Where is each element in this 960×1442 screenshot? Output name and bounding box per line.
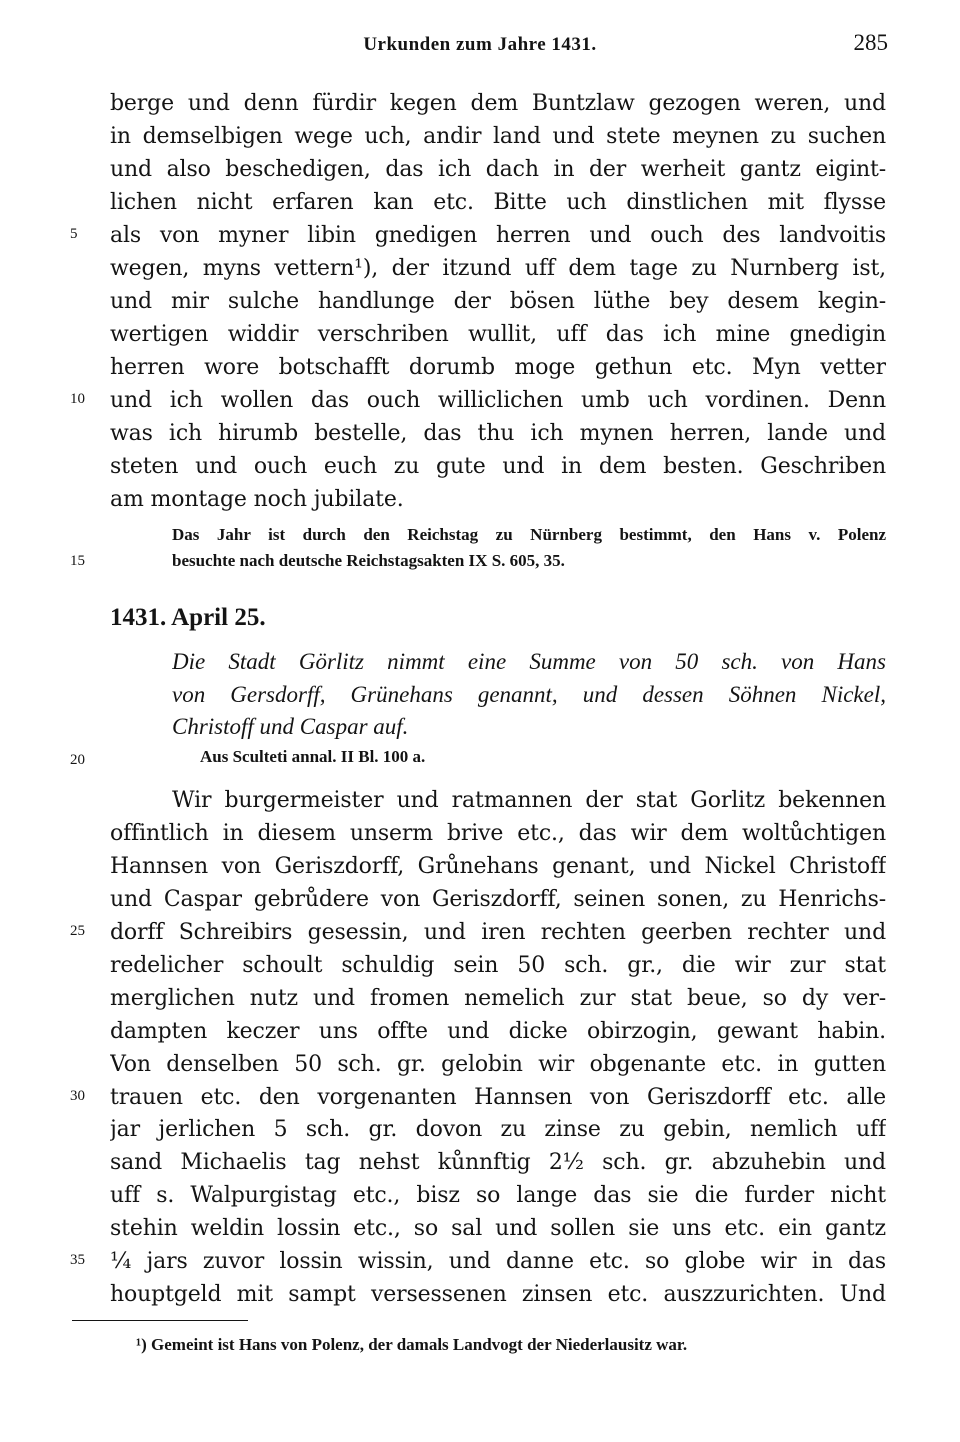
letter-line: und mir sulche handlunge der bösen lüthe bey desem kegin- xyxy=(110,289,886,314)
page-number: 285 xyxy=(853,30,888,55)
letter-line: wegen, myns vettern¹), der itzund uff dem tage zu Nurnberg ist, xyxy=(110,256,886,281)
charter-line: ¼ jars zuvor lossin wissin, und danne etc. so globe wir in das xyxy=(110,1249,886,1274)
charter-line: jar jerlichen 5 sch. gr. dovon zu zinse zu gebin, nemlich uff xyxy=(110,1117,886,1142)
charter-line: merglichen nutz und fromen nemelich zur stat beue, so dy ver- xyxy=(110,986,886,1011)
charter-line: redelicher schoult schuldig sein 50 sch. gr., die wir zur stat xyxy=(110,953,886,978)
entry-summary-line: Christoff und Caspar auf. xyxy=(172,714,409,739)
running-head: Urkunden zum Jahre 1431. xyxy=(363,34,597,55)
charter-line: offintlich in diesem unserm brive etc., das wir dem woltůchtigen xyxy=(110,821,886,846)
charter-line: dorff Schreibirs gesessin, und iren rechten geerben rechter und xyxy=(110,920,886,945)
letter-line: lichen nicht erfaren kan etc. Bitte uch dinstlichen mit flysse xyxy=(110,190,886,215)
charter-line: Hannsen von Geriszdorff, Grůnehans genant, und Nickel Christoff xyxy=(110,854,886,879)
page-header xyxy=(0,30,960,70)
line-number: 20 xyxy=(70,752,85,768)
line-number: 30 xyxy=(70,1088,85,1104)
charter-line: houptgeld mit sampt versessenen zinsen etc. auszzurichten. Und xyxy=(110,1282,886,1307)
letter-line: steten und ouch euch zu gute und in dem besten. Geschriben xyxy=(110,454,886,479)
line-number: 15 xyxy=(70,553,85,569)
letter-line: als von myner libin gnedigen herren und ouch des landvoitis xyxy=(110,223,886,248)
charter-line: und Caspar gebrůdere von Geriszdorff, seinen sonen, zu Henrichs- xyxy=(110,887,886,912)
letter-line: herren wore botschafft dorumb moge gethun etc. Myn vetter xyxy=(110,355,886,380)
line-number: 25 xyxy=(70,923,85,939)
letter-line: was ich hirumb bestelle, das thu ich mynen herren, lande und xyxy=(110,421,886,446)
entry-source: Aus Sculteti annal. II Bl. 100 a. xyxy=(200,747,426,766)
charter-line: trauen etc. den vorgenanten Hannsen von Geriszdorff etc. alle xyxy=(110,1085,886,1110)
charter-line: uff s. Walpurgistag etc., bisz so lange das sie die furder nicht xyxy=(110,1183,886,1208)
letter-line: wertigen widdir verschriben wullit, uff das ich mine gnedigin xyxy=(110,322,886,347)
line-number: 5 xyxy=(70,226,78,242)
entry-summary-line: von Gersdorff, Grünehans genannt, und dessen Söhnen Nickel, xyxy=(172,682,886,707)
charter-line: sand Michaelis tag nehst kůnnftig 2½ sch. gr. abzuhebin und xyxy=(110,1150,886,1175)
charter-line: stehin weldin lossin etc., so sal und sollen sie uns etc. ein gantz xyxy=(110,1216,886,1241)
letter-line: in demselbigen wege uch, andir land und stete meynen zu suchen xyxy=(110,124,886,149)
letter-line: und also beschedigen, das ich dach in der werheit gantz eigint- xyxy=(110,157,886,182)
letter-line: am montage noch jubilate. xyxy=(110,487,404,512)
entry-summary-line: Die Stadt Görlitz nimmt eine Summe von 50 sch. von Hans xyxy=(172,649,886,674)
editor-note-line: besuchte nach deutsche Reichstagsakten IX S. 605, 35. xyxy=(172,551,565,570)
letter-line: berge und denn fürdir kegen dem Buntzlaw gezogen weren, und xyxy=(110,91,886,116)
line-number: 35 xyxy=(70,1252,85,1268)
editor-note-line: Das Jahr ist durch den Reichstag zu Nürnberg bestimmt, den Hans v. Polenz xyxy=(172,525,886,544)
letter-line: und ich wollen das ouch williclichen umb uch vordinen. Denn xyxy=(110,388,886,413)
footnote: ¹) Gemeint ist Hans von Polenz, der damals Landvogt der Niederlausitz war. xyxy=(136,1335,688,1354)
entry-date: 1431. April 25. xyxy=(110,604,266,631)
charter-line: Wir burgermeister und ratmannen der stat Gorlitz bekennen xyxy=(172,788,886,813)
footnote-rule xyxy=(72,1320,248,1321)
charter-line: Von denselben 50 sch. gr. gelobin wir obgenante etc. in gutten xyxy=(110,1052,886,1077)
charter-line: dampten keczer uns offte und dicke obirzogin, gewant habin. xyxy=(110,1019,886,1044)
line-number: 10 xyxy=(70,391,85,407)
